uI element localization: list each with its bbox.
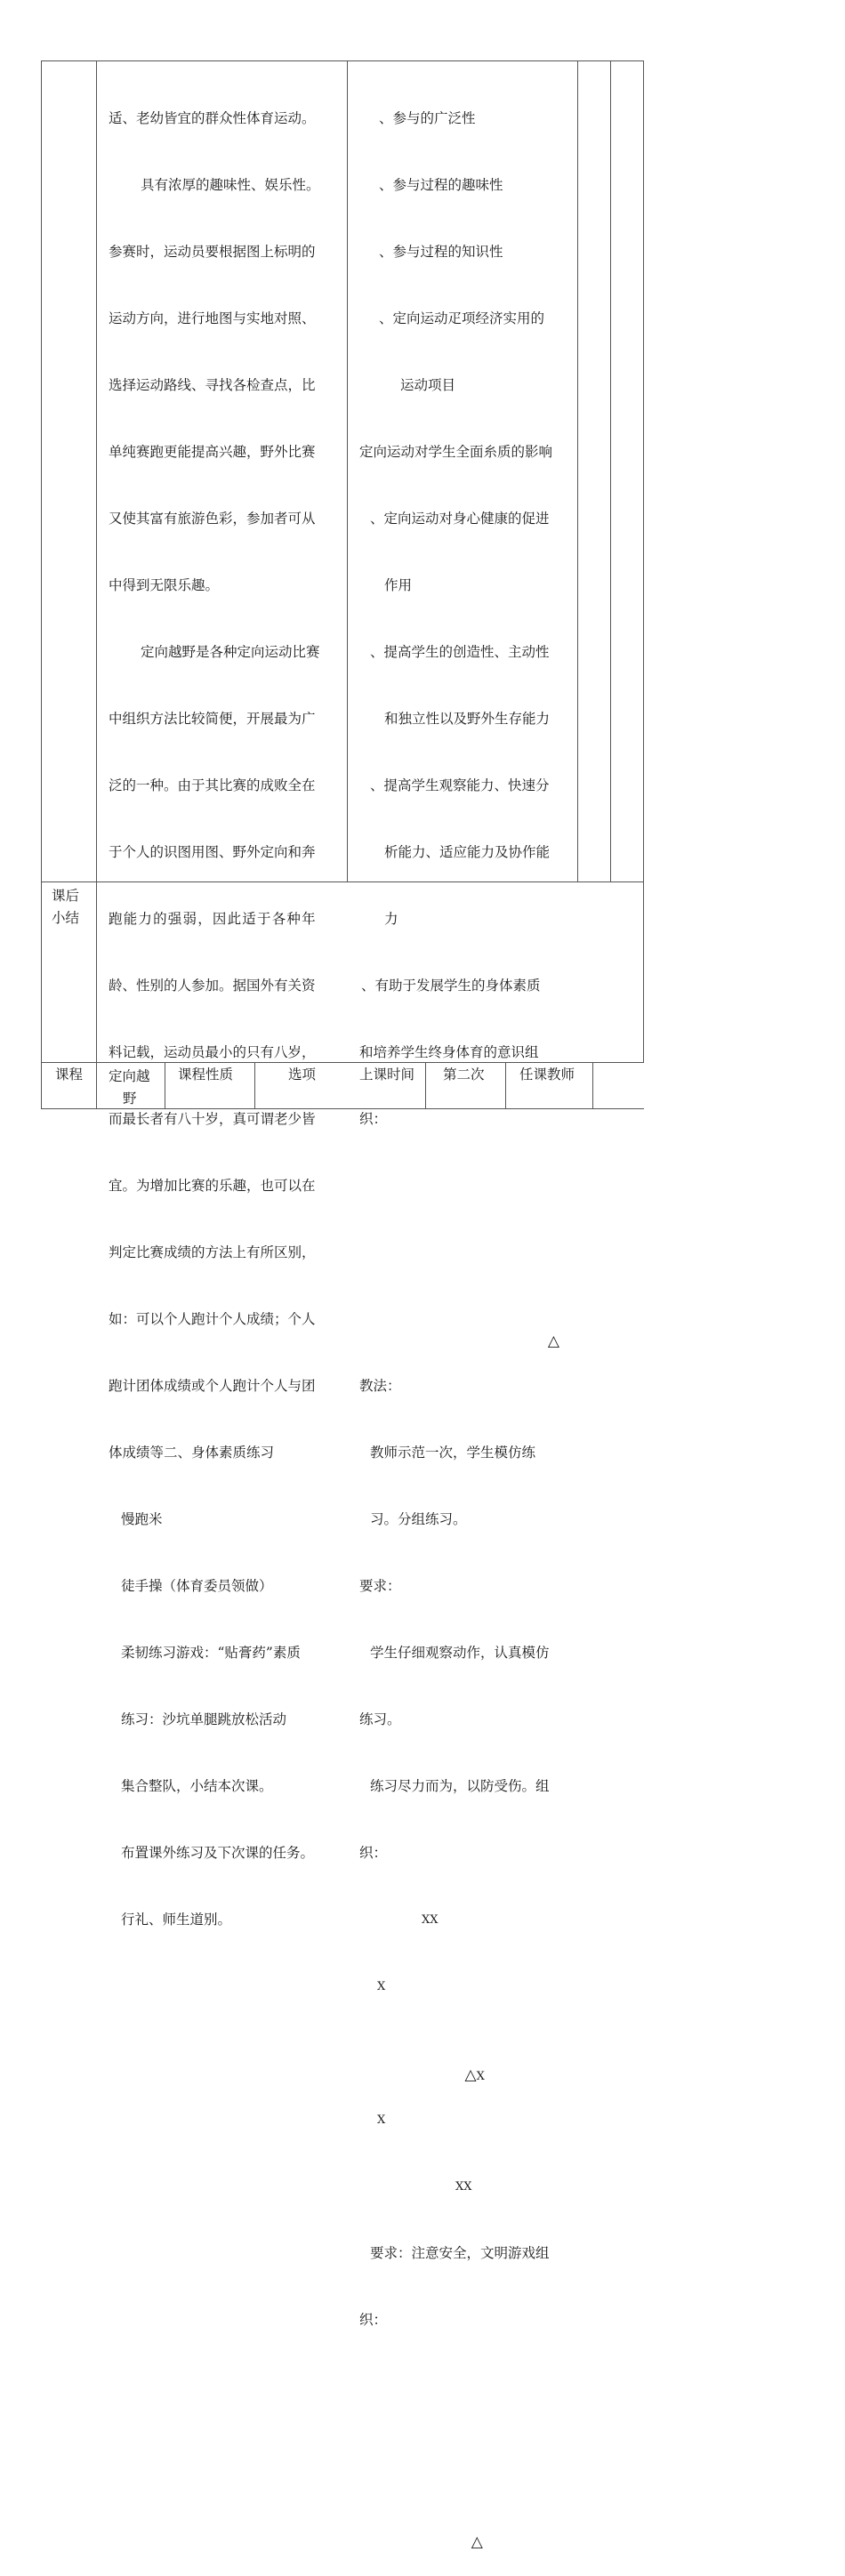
text-line: 又使其富有旅游色彩，参加者可从 — [109, 511, 316, 527]
text-line: 作用 — [384, 577, 413, 593]
column-divider-2 — [347, 60, 348, 881]
text-line: 而最长者有八十岁，真可谓老少皆 — [109, 1111, 316, 1127]
spacer — [359, 2443, 575, 2465]
text-line: 、提高学生的创造性、主动性 — [370, 644, 550, 660]
triangle-icon: △ — [471, 2533, 483, 2551]
table-top-border — [41, 60, 644, 61]
triangle-marker-row — [359, 1308, 575, 1350]
summary-label — [52, 885, 94, 930]
column-divider-3 — [577, 60, 578, 881]
course-value-line-1: 定向越 — [109, 1068, 150, 1084]
spacer — [359, 2376, 575, 2398]
text-line: 布置课外练习及下次课的任务。 — [121, 1845, 315, 1861]
triangle-marker-row — [359, 2509, 575, 2551]
summary-label-line-1: 课后 — [52, 888, 80, 904]
text-line: 析能力、适应能力及协作能 — [384, 844, 551, 860]
formation-row: X — [377, 2113, 386, 2127]
summary-label-line-2: 小结 — [52, 910, 80, 926]
text-line: 教法： — [359, 1378, 401, 1394]
class-time-value: 第二次 — [443, 1067, 485, 1083]
formation-row: X — [377, 1980, 386, 1993]
text-line: 体成绩等二、身体素质练习 — [109, 1445, 275, 1461]
table-right-border — [643, 60, 644, 1062]
course-value — [109, 1066, 162, 1110]
text-line: 适、老幼皆宜的群众性体育运动。 — [109, 110, 316, 126]
formation-row: XX — [422, 1913, 439, 1927]
text-line: 、参与过程的趣味性 — [379, 177, 503, 193]
text-line: 判定比赛成绩的方法上有所区别， — [109, 1244, 316, 1260]
text-line: 于个人的识图用图、野外定向和奔 — [109, 844, 316, 860]
lesson-content-column — [109, 63, 345, 1953]
text-line: 、定向运动对身心健康的促进 — [370, 511, 550, 527]
course-nature-label: 课程性质 — [178, 1067, 234, 1083]
text-line: 单纯赛跑更能提高兴趣，野外比赛 — [109, 444, 316, 460]
text-line: 泛的一种。由于其比赛的成败全在 — [109, 777, 316, 793]
text-line: 运动项目 — [400, 377, 456, 393]
text-line: 、有助于发展学生的身体素质 — [361, 978, 541, 994]
text-line: 和培养学生终身体育的意识组 — [359, 1044, 539, 1060]
formation-row — [359, 2042, 575, 2084]
text-line: 、参与过程的知识性 — [379, 244, 503, 260]
footer-divider-5 — [592, 1062, 593, 1108]
text-line: 中组织方法比较简便，开展最为广 — [109, 711, 316, 727]
text-line: 、定向运动疋项经济实用的 — [379, 310, 545, 326]
text-line: 跑能力的强弱，因此适于各种年 — [109, 911, 317, 927]
table-left-border — [41, 60, 42, 1108]
spacer — [359, 1242, 575, 1264]
text-line: 学生仔细观察动作，认真模仿 — [370, 1645, 550, 1661]
text-line: 中得到无限乐趣。 — [109, 577, 220, 593]
text-line: 行礼、师生道别。 — [121, 1912, 232, 1928]
triangle-icon: △ — [464, 2066, 477, 2084]
text-line: 如：可以个人跑计个人成绩；个人 — [109, 1311, 316, 1327]
class-time-label: 上课时间 — [359, 1067, 415, 1083]
text-line: 、提高学生观察能力、快速分 — [370, 777, 550, 793]
course-nature-value: 选项 — [288, 1067, 317, 1083]
text-line: 和独立性以及野外生存能力 — [384, 711, 551, 727]
text-line: 柔韧练习游戏：“贴膏药”素质 — [121, 1645, 301, 1661]
text-line: 力 — [384, 911, 398, 927]
text-line: 龄、性别的人参加。据国外有关资 — [109, 978, 316, 994]
text-line: 徒手操（体育委员领做） — [121, 1578, 273, 1594]
text-line: 习。分组练习。 — [370, 1511, 467, 1527]
column-divider-4 — [610, 60, 611, 881]
text-line: 集合整队，小结本次课。 — [121, 1778, 273, 1794]
text-line: 织： — [359, 1111, 388, 1127]
text-line: 料记载，运动员最小的只有八岁， — [109, 1044, 316, 1060]
text-line: 具有浓厚的趣味性、娱乐性。 — [141, 177, 320, 193]
course-value-line-2: 野 — [123, 1091, 137, 1107]
text-line: 定向运动对学生全面糸质的影响 — [359, 444, 553, 460]
text-line: 织： — [359, 2312, 388, 2328]
text-line: 教师示范一次，学生模仿练 — [370, 1445, 536, 1461]
column-divider-1 — [96, 60, 97, 1108]
triangle-icon: △ — [547, 1332, 559, 1350]
teacher-label: 任课教师 — [519, 1067, 575, 1083]
text-line: 定向越野是各种定向运动比赛 — [141, 644, 320, 660]
text-line: 跑计团体成绩或个人跑计个人与团 — [109, 1378, 316, 1394]
text-line: 练习尽力而为，以防受伤。组 — [370, 1778, 550, 1794]
text-line: 选择运动路线、寻找各检查点，比 — [109, 377, 316, 393]
method-column — [359, 63, 575, 2554]
text-line: 练习：沙坑单腿跳放松活动 — [121, 1711, 287, 1727]
text-line: 宜。为增加比赛的乐趣，也可以在 — [109, 1178, 316, 1194]
text-line: 慢跑米 — [121, 1511, 163, 1527]
text-line: 、参与的广泛性 — [379, 110, 476, 126]
formation-x: X — [476, 2070, 485, 2083]
formation-row: XX — [455, 2180, 472, 2194]
spacer — [359, 1175, 575, 1197]
course-label: 课程 — [55, 1067, 84, 1083]
text-line: 要求： — [359, 1578, 401, 1594]
text-line: 练习。 — [359, 1711, 401, 1727]
text-line: 要求：注意安全，文明游戏组 — [370, 2245, 550, 2261]
text-line: 运动方向，进行地图与实地对照、 — [109, 310, 316, 326]
text-line: 织： — [359, 1845, 388, 1861]
text-line: 参赛时，运动员要根据图上标明的 — [109, 244, 316, 260]
